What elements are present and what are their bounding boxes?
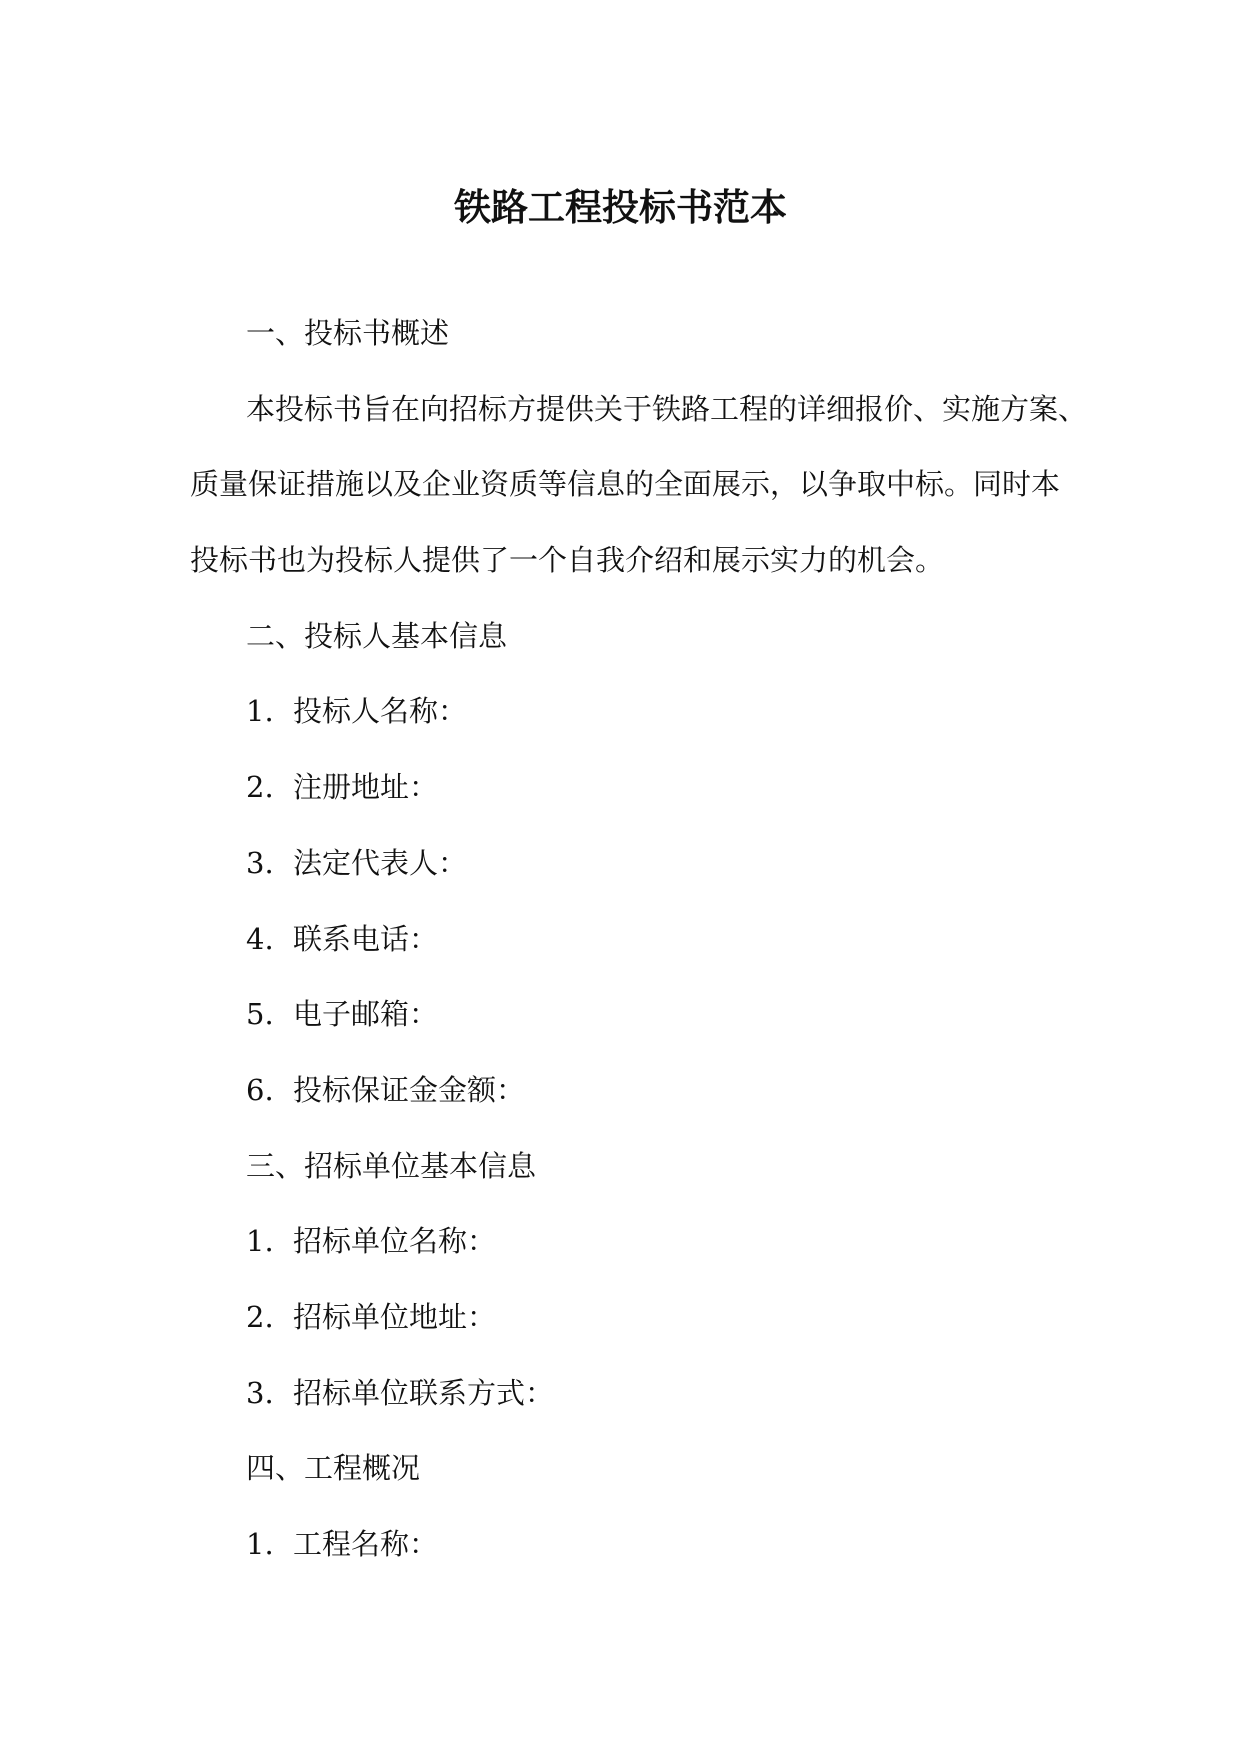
list-item-number: 3. (246, 1375, 274, 1410)
document-body (190, 296, 1150, 1583)
list-item-number: 6. (246, 1072, 274, 1107)
list-item-label: 招标单位地址： (293, 1299, 497, 1334)
list-item (190, 750, 1150, 826)
list-item (190, 1280, 1150, 1356)
section-heading: 四、工程概况 (246, 1451, 421, 1486)
paragraph-line: 质量保证措施以及企业资质等信息的全面展示，以争取中标。同时本 (190, 467, 1061, 502)
list-item-number: 3. (246, 845, 274, 880)
list-item-number: 4. (246, 921, 274, 956)
list-item-number: 1. (246, 1224, 274, 1259)
document-title: 铁路工程投标书范本 (454, 185, 787, 229)
list-item-number: 1. (246, 694, 274, 729)
list-item (190, 826, 1150, 902)
list-item-number: 2. (246, 1299, 274, 1334)
list-item-label: 招标单位名称： (293, 1224, 497, 1259)
list-item-number: 2. (246, 770, 274, 805)
list-item (190, 902, 1150, 978)
list-item (190, 977, 1150, 1053)
list-item-number: 5. (246, 997, 274, 1032)
list-item-label: 注册地址： (293, 770, 439, 805)
list-item-label: 电子邮箱： (293, 997, 439, 1032)
list-item-label: 工程名称： (293, 1527, 439, 1561)
list-item-label: 法定代表人： (293, 845, 468, 880)
list-item (190, 1053, 1150, 1129)
list-item-number: 1. (246, 1527, 274, 1561)
list-item-label: 联系电话： (293, 921, 439, 956)
list-item-label: 招标单位联系方式： (293, 1375, 555, 1410)
list-item (190, 1356, 1150, 1432)
section-heading: 一、投标书概述 (246, 316, 450, 350)
list-item-label: 投标保证金金额： (293, 1072, 526, 1107)
section-heading: 二、投标人基本信息 (246, 618, 508, 653)
paragraph-line: 本投标书旨在向招标方提供关于铁路工程的详细报价、实施方案、 (246, 391, 1088, 426)
list-item-label: 投标人名称： (293, 694, 468, 729)
list-item (190, 674, 1150, 750)
paragraph-line: 投标书也为投标人提供了一个自我介绍和展示实力的机会。 (190, 543, 945, 578)
list-item (190, 1507, 1150, 1583)
section-heading: 三、招标单位基本信息 (246, 1148, 537, 1183)
list-item (190, 1204, 1150, 1280)
